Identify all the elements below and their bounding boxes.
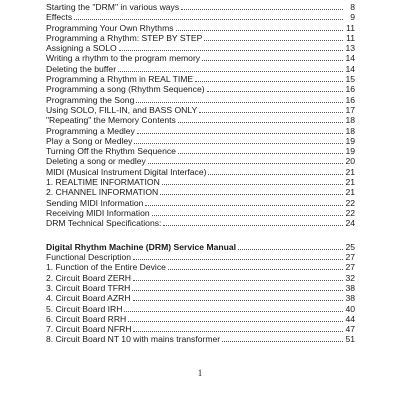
toc-entry-page: 24 [345, 218, 355, 229]
page-number: 1 [197, 368, 203, 378]
toc-entries-list [46, 2, 355, 229]
toc-entry-page: 17 [345, 104, 355, 115]
leader-dots [136, 95, 343, 103]
toc-entry-title: Using SOLO, FILL-IN, and BASS ONLY [46, 104, 198, 115]
leader-dots [195, 74, 343, 82]
toc-entry-page: 14 [345, 63, 355, 74]
toc-entry-title: 5. Circuit Board IRH [46, 303, 123, 314]
toc-entry-title: DRM Technical Specifications: [46, 218, 162, 229]
toc-entry[interactable] [46, 334, 355, 344]
toc-entry-title: Functional Description [46, 252, 132, 263]
toc-entry-page: 16 [345, 94, 355, 105]
leader-dots [137, 126, 343, 134]
toc-entry-title: Effects [46, 12, 73, 23]
service-manual-heading[interactable] [46, 242, 355, 253]
toc-entry-page: 11 [346, 22, 355, 33]
toc-entry[interactable] [46, 12, 355, 22]
toc-entry[interactable] [46, 105, 355, 115]
toc-entry-title: Turning Off the Rhythm Sequence [46, 146, 176, 157]
toc-entry-page: 8 [350, 2, 355, 12]
toc-entry[interactable] [46, 126, 355, 136]
toc-entry[interactable] [46, 218, 355, 228]
toc-entry[interactable] [46, 283, 355, 293]
leader-dots [181, 2, 343, 10]
toc-entry-title: 2. CHANNEL INFORMATION [46, 187, 159, 198]
toc-entry-title: Assigning a SOLO [46, 43, 117, 54]
toc-entry-title: MIDI (Musical Instrument Digital Interface) [46, 166, 207, 177]
leader-dots [133, 273, 343, 281]
toc-entry[interactable] [46, 324, 355, 334]
toc-entry-page: 19 [345, 135, 355, 146]
leader-dots [124, 304, 343, 312]
toc-entry-page: 11 [346, 32, 355, 43]
toc-entry-title: 1. REALTIME INFORMATION [46, 177, 160, 188]
toc-entry-page: 9 [350, 12, 355, 23]
leader-dots [176, 23, 343, 31]
toc-entry-title: Programming a song (Rhythm Sequence) [46, 84, 205, 95]
toc-entry-page: 20 [345, 156, 355, 167]
toc-entry[interactable] [46, 304, 355, 314]
toc-entry-title: Sending MIDI Information [46, 197, 144, 208]
section-gap [46, 229, 355, 242]
toc-entry-page: 18 [345, 125, 355, 136]
leader-dots [202, 53, 343, 61]
toc-entry-page: 16 [345, 84, 355, 95]
toc-entry-page: 18 [345, 115, 355, 126]
leader-dots [128, 314, 343, 322]
leader-dots [160, 187, 343, 195]
toc-entry[interactable] [46, 136, 355, 146]
leader-dots [134, 136, 343, 144]
toc-entry-page: 15 [345, 74, 355, 85]
toc-entry[interactable] [46, 2, 355, 12]
toc-entry-page: 13 [345, 43, 355, 54]
toc-entry-page: 22 [345, 207, 355, 218]
toc-entry[interactable] [46, 115, 355, 125]
toc-entry[interactable] [46, 43, 355, 53]
toc-entry-page: 27 [345, 252, 355, 263]
leader-dots [119, 43, 343, 51]
toc-entry[interactable] [46, 146, 355, 156]
toc-entry-title: Programming a Medley [46, 125, 135, 136]
toc-entry[interactable] [46, 53, 355, 63]
toc-entry-title: 4. Circuit Board AZRH [46, 293, 131, 304]
toc-entry-page: 22 [345, 197, 355, 208]
toc-entry[interactable] [46, 252, 355, 262]
toc-entry-page: 32 [345, 272, 355, 283]
leader-dots [152, 208, 343, 216]
toc-entry[interactable] [46, 23, 355, 33]
service-manual-entries-list [46, 252, 355, 345]
leader-dots [148, 156, 343, 164]
toc-entry-page: 47 [345, 324, 355, 335]
toc-entry-page: 40 [345, 303, 355, 314]
toc-entry-page: 21 [345, 177, 355, 188]
toc-entry-title: 1. Function of the Entire Device [46, 262, 166, 273]
toc-entry[interactable] [46, 64, 355, 74]
toc-entry-title: Starting the "DRM" in various ways [46, 2, 180, 12]
toc-entry-page: 27 [345, 262, 355, 273]
toc-entry-title: Play a Song or Medley [46, 135, 133, 146]
toc-entry-page: 19 [345, 146, 355, 157]
toc-entry-page: 38 [345, 293, 355, 304]
leader-dots [133, 324, 343, 332]
toc-entry[interactable] [46, 95, 355, 105]
toc-entry-page: 51 [345, 334, 355, 345]
toc-entry-title: Programming a Rhythm: STEP BY STEP [46, 32, 203, 43]
toc-entry-page: 38 [345, 282, 355, 293]
leader-dots [133, 293, 343, 301]
toc-entry[interactable] [46, 293, 355, 303]
toc-entry-title: Programming Your Own Rhythms [46, 22, 174, 33]
toc-entry[interactable] [46, 208, 355, 218]
toc-entry-page: 44 [345, 313, 355, 324]
toc-entry-title: Receiving MIDI Information [46, 207, 150, 218]
leader-dots [162, 177, 343, 185]
table-of-contents [46, 2, 355, 345]
toc-entry-title: 2. Circuit Board ZERH [46, 272, 132, 283]
toc-entry[interactable] [46, 314, 355, 324]
toc-entry-title: Deleting a song or medley [46, 156, 146, 167]
toc-entry-page: 21 [345, 166, 355, 177]
leader-dots [163, 218, 343, 226]
toc-entry-title: 6. Circuit Board RRH [46, 313, 127, 324]
leader-dots [207, 84, 343, 92]
leader-dots [238, 242, 343, 250]
leader-dots [199, 105, 343, 113]
leader-dots [168, 262, 343, 270]
toc-entry[interactable] [46, 156, 355, 166]
toc-entry[interactable] [46, 262, 355, 272]
leader-dots [145, 198, 343, 206]
toc-entry-title: 7. Circuit Board NFRH [46, 324, 132, 335]
leader-dots [222, 334, 343, 342]
toc-entry-title: 8. Circuit Board NT 10 with mains transformer [46, 334, 221, 345]
toc-entry-title: 3. Circuit Board TFRH [46, 282, 131, 293]
toc-entry-title: Writing a rhythm to the program memory [46, 53, 201, 64]
toc-entry[interactable] [46, 177, 355, 187]
toc-entry-title: Deleting the buffer [46, 63, 117, 74]
leader-dots [178, 115, 343, 123]
leader-dots [208, 167, 343, 175]
toc-entry[interactable] [46, 167, 355, 177]
toc-entry[interactable] [46, 74, 355, 84]
leader-dots [132, 283, 343, 291]
leader-dots [118, 64, 343, 72]
toc-entry-title: Programming the Song [46, 94, 135, 105]
toc-entry-page: 25 [345, 241, 355, 252]
toc-entry-title: Programming a Rhythm in REAL TIME [46, 74, 194, 85]
toc-entry[interactable] [46, 198, 355, 208]
leader-dots [74, 12, 343, 20]
toc-entry[interactable] [46, 273, 355, 283]
leader-dots [133, 252, 343, 260]
toc-entry-title: "Repeating" the Memory Contents [46, 115, 176, 126]
toc-entry[interactable] [46, 187, 355, 197]
toc-entry-title: Digital Rhythm Machine (DRM) Service Manual [46, 241, 237, 252]
toc-entry[interactable] [46, 33, 355, 43]
toc-entry[interactable] [46, 84, 355, 94]
toc-entry-page: 21 [345, 187, 355, 198]
leader-dots [178, 146, 343, 154]
leader-dots [204, 33, 343, 41]
toc-entry-page: 14 [345, 53, 355, 64]
